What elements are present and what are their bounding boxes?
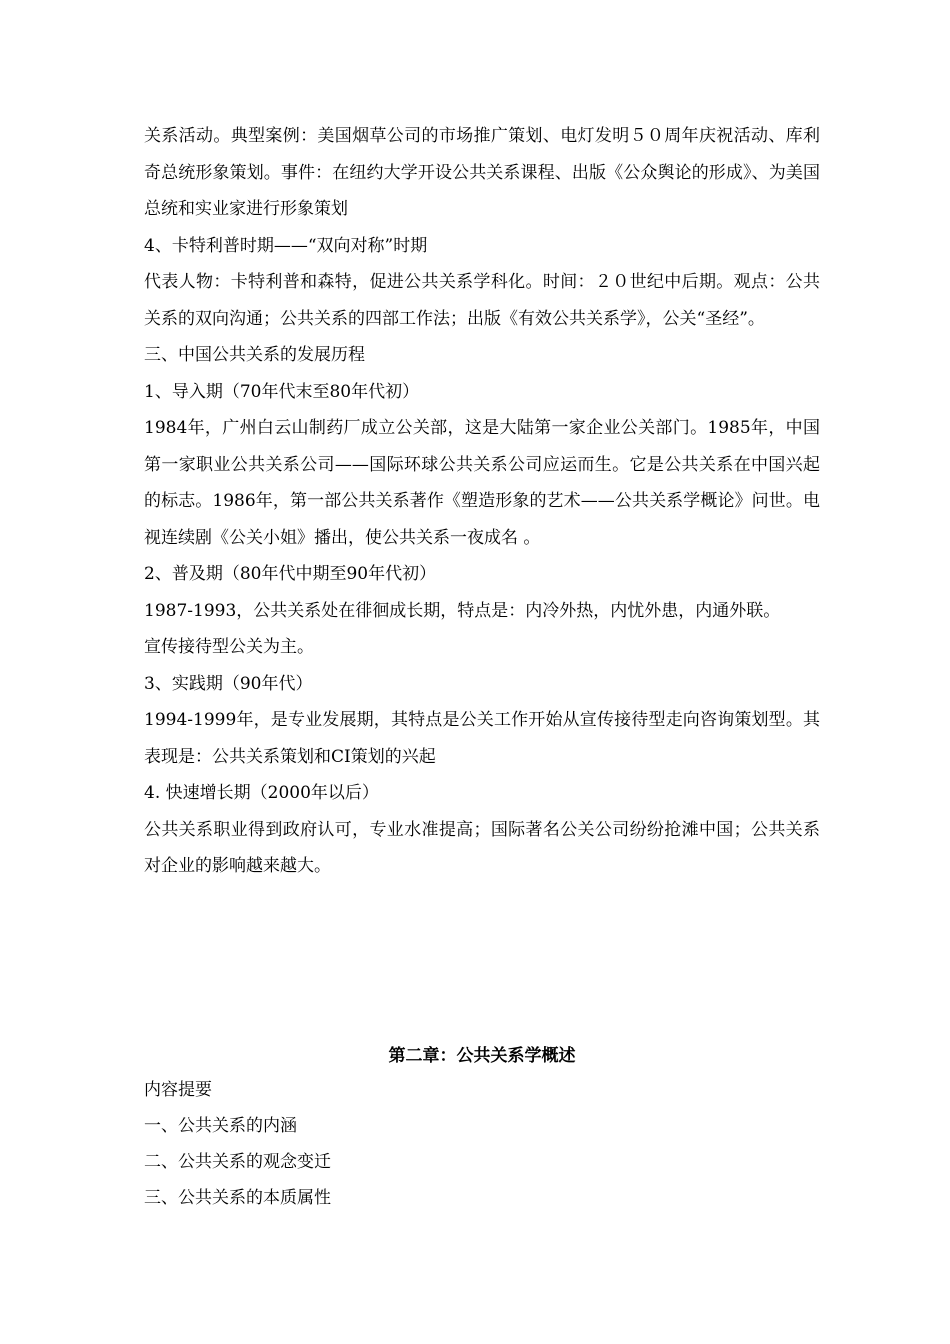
paragraph-practice: 1994-1999年，是专业发展期，其特点是公关工作开始从宣传接待型走向咨询策划型。其表现是：公共关系策划和CI策划的兴起 [144,710,820,767]
outline-item: 三、公共关系的本质属性 [144,1188,331,1208]
paragraph-publicity-reception: 宣传接待型公关为主。 [144,637,314,657]
paragraph-case-study: 关系活动。典型案例：美国烟草公司的市场推广策划、电灯发明５０周年庆祝活动、库利奇总统形象策划。事件：在纽约大学开设公共关系课程、出版《公众舆论的形成》、为美国总统和实业家进行形象策划 [144,126,820,219]
paragraph-introduction: 1984年，广州白云山制药厂成立公关部，这是大陆第一家企业公关部门。1985年，中国第一家职业公共关系公司——国际环球公共关系公司应运而生。它是公共关系在中国兴起的标志。1986年，第一部公共关系著作《塑造形象的艺术——公共关系学概论》问世。电视连续剧《公关小姐》播出，使公共关系一夜成名 。 [144,418,820,548]
heading-cutlip-period: 4、卡特利普时期——“双向对称”时期 [144,235,428,256]
chapter-outline [144,1072,820,1216]
paragraph-rapid-growth: 公共关系职业得到政府认可，专业水准提高；国际著名公关公司纷纷抢滩中国；公共关系对企业的影响越来越大。 [144,819,820,876]
outline-item: 内容提要 [144,1080,212,1100]
paragraph-popularization: 1987-1993，公共关系处在徘徊成长期，特点是：内冷外热，内忧外患，内通外联。 [144,600,781,621]
chapter-title: 第二章：公共关系学概述 [388,1046,576,1066]
heading-rapid-growth-period: 4. 快速增长期（2000年以后） [144,783,379,803]
outline-item: 一、公共关系的内涵 [144,1116,297,1136]
heading-introduction-period: 1、导入期（70年代末至80年代初） [144,381,420,402]
paragraph-cutlip: 代表人物：卡特利普和森特，促进公共关系学科化。时间：２０世纪中后期。观点：公共关系的双向沟通；公共关系的四部工作法；出版《有效公共关系学》，公关“圣经”。 [144,272,820,329]
heading-practice-period: 3、实践期（90年代） [144,673,313,694]
outline-item: 二、公共关系的观念变迁 [144,1152,331,1172]
body-text [144,118,820,885]
heading-popularization-period: 2、普及期（80年代中期至90年代初） [144,564,437,584]
heading-china-history: 三、中国公共关系的发展历程 [144,345,365,365]
